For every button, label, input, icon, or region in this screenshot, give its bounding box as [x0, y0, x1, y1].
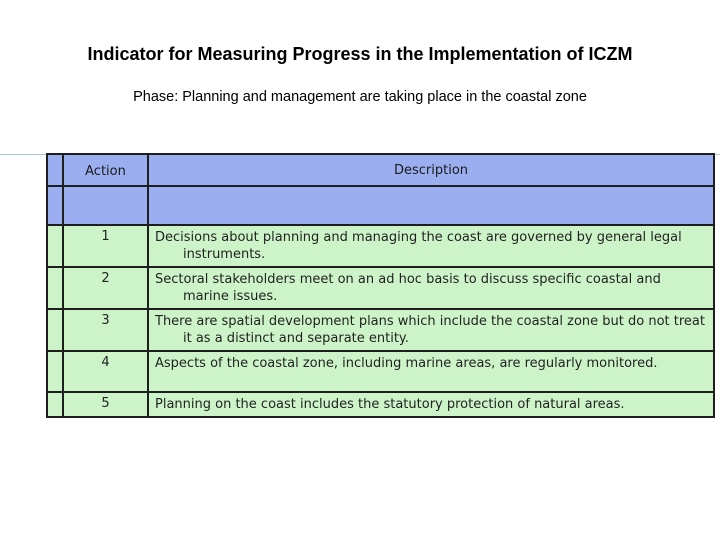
page-title: Indicator for Measuring Progress in the Implementation of ICZM [87, 44, 633, 64]
page-subtitle: Phase: Planning and management are taking place in the coastal zone [133, 89, 587, 105]
row-gutter-cell [47, 267, 63, 309]
header-description: Description [148, 154, 714, 186]
spacer-cell [63, 186, 148, 225]
action-description: Planning on the coast includes the statutory protection of natural areas. [148, 392, 714, 417]
row-gutter-cell [47, 309, 63, 351]
table-row [47, 392, 714, 417]
row-gutter-cell [47, 225, 63, 267]
action-description: There are spatial development plans which include the coastal zone but do not treat it as a distinct and separate entity. [148, 309, 714, 351]
action-number: 3 [63, 309, 148, 351]
action-description: Aspects of the coastal zone, including marine areas, are regularly monitored. [148, 351, 714, 392]
spacer-cell [148, 186, 714, 225]
indicator-table [46, 153, 715, 418]
action-number: 4 [63, 351, 148, 392]
table-row [47, 351, 714, 392]
table-spacer-row [47, 186, 714, 225]
header-action: Action [63, 154, 148, 186]
action-number: 5 [63, 392, 148, 417]
table-row [47, 225, 714, 267]
table-header-row [47, 154, 714, 186]
action-description: Decisions about planning and managing the coast are governed by general legal instruments. [148, 225, 714, 267]
action-description: Sectoral stakeholders meet on an ad hoc basis to discuss specific coastal and marine issues. [148, 267, 714, 309]
spacer-gutter-cell [47, 186, 63, 225]
action-number: 1 [63, 225, 148, 267]
row-gutter-cell [47, 351, 63, 392]
divider-line-left [0, 154, 46, 155]
table-row [47, 309, 714, 351]
table-row [47, 267, 714, 309]
header-gutter-cell [47, 154, 63, 186]
row-gutter-cell [47, 392, 63, 417]
action-number: 2 [63, 267, 148, 309]
